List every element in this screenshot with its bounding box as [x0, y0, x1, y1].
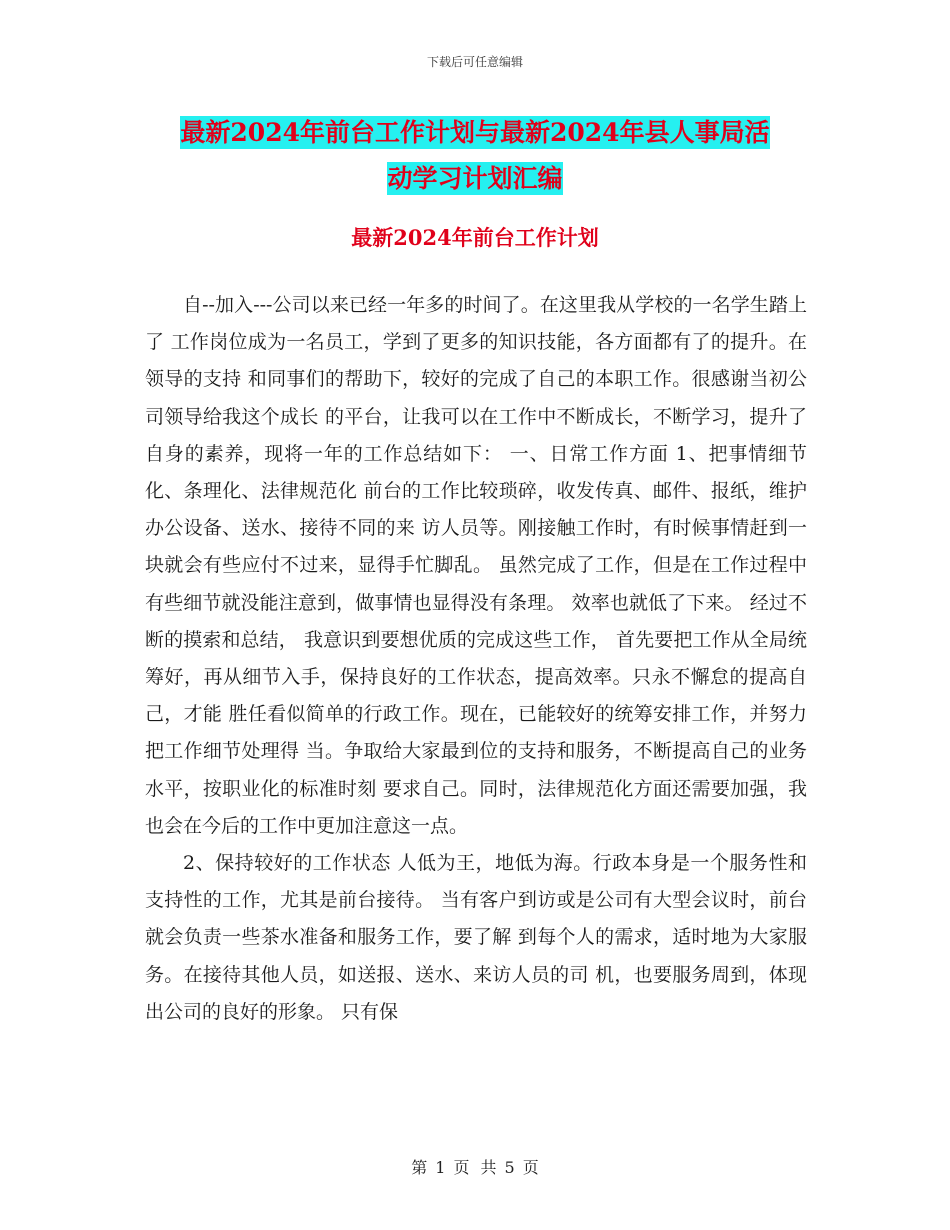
section-title: 最新2024年前台工作计划 — [351, 225, 599, 250]
body-text — [145, 287, 807, 1031]
footer-total-pages: 5 — [504, 1158, 515, 1177]
footer-middle: 页 共 — [453, 1158, 497, 1177]
document-title — [145, 110, 805, 202]
page-footer — [0, 1155, 950, 1178]
footer-suffix: 页 — [522, 1158, 539, 1177]
footer-prefix: 第 — [411, 1158, 428, 1177]
paragraph-1: 自--加入---公司以来已经一年多的时间了。在这里我从学校的一名学生踏上了 工作岗位成为一名员工，学到了更多的知识技能，各方面都有了的提升。在领导的支持 和同事们的帮助下，较好的完成了自己的本职工作。很感谢当初公司领导给我这个成长 的平台，让我可以在工作中不断成长，不断学习，提升了自身的素养，现将一年的工作总结如下： 一、日常工作方面 1、把事情细节化、条理化、法律规范化 前台的工作比较琐碎，收发传真、邮件、报纸，维护办公设备、送水、接待不同的来 访人员等。刚接触工作时，有时候事情赶到一块就会有些应付不过来，显得手忙脚乱。 虽然完成了工作，但是在工作过程中有些细节就没能注意到，做事情也显得没有条理。 效率也就低了下来。 经过不断的摸索和总结， 我意识到要想优质的完成这些工作， 首先要把工作从全局统 筹好，再从细节入手，保持良好的工作状态，提高效率。只永不懈怠的提高自己，才能 胜任看似简单的行政工作。现在，已能较好的统筹安排工作，并努力把工作细节处理得 当。争取给大家最到位的支持和服务，不断提高自己的业务水平，按职业化的标准时刻 要求自己。同时，法律规范化方面还需要加强，我也会在今后的工作中更加注意这一点。 — [145, 294, 807, 837]
title-line-2: 动学习计划汇编 — [387, 164, 563, 193]
footer-page-number: 1 — [435, 1158, 446, 1177]
title-line-1: 最新2024年前台工作计划与最新2024年县人事局活 — [180, 118, 770, 147]
header-note: 下载后可任意编辑 — [426, 55, 523, 69]
paragraph-2: 2、保持较好的工作状态 人低为王，地低为海。行政本身是一个服务性和支持性的工作，尤其是前台接待。 当有客户到访或是公司有大型会议时，前台就会负责一些茶水准备和服务工作，要了解 到每个人的需求，适时地为大家服务。在接待其他人员，如送报、送水、来访人员的司 机，也要服务周到，体现出公司的良好的形象。 只有保 — [145, 852, 807, 1023]
